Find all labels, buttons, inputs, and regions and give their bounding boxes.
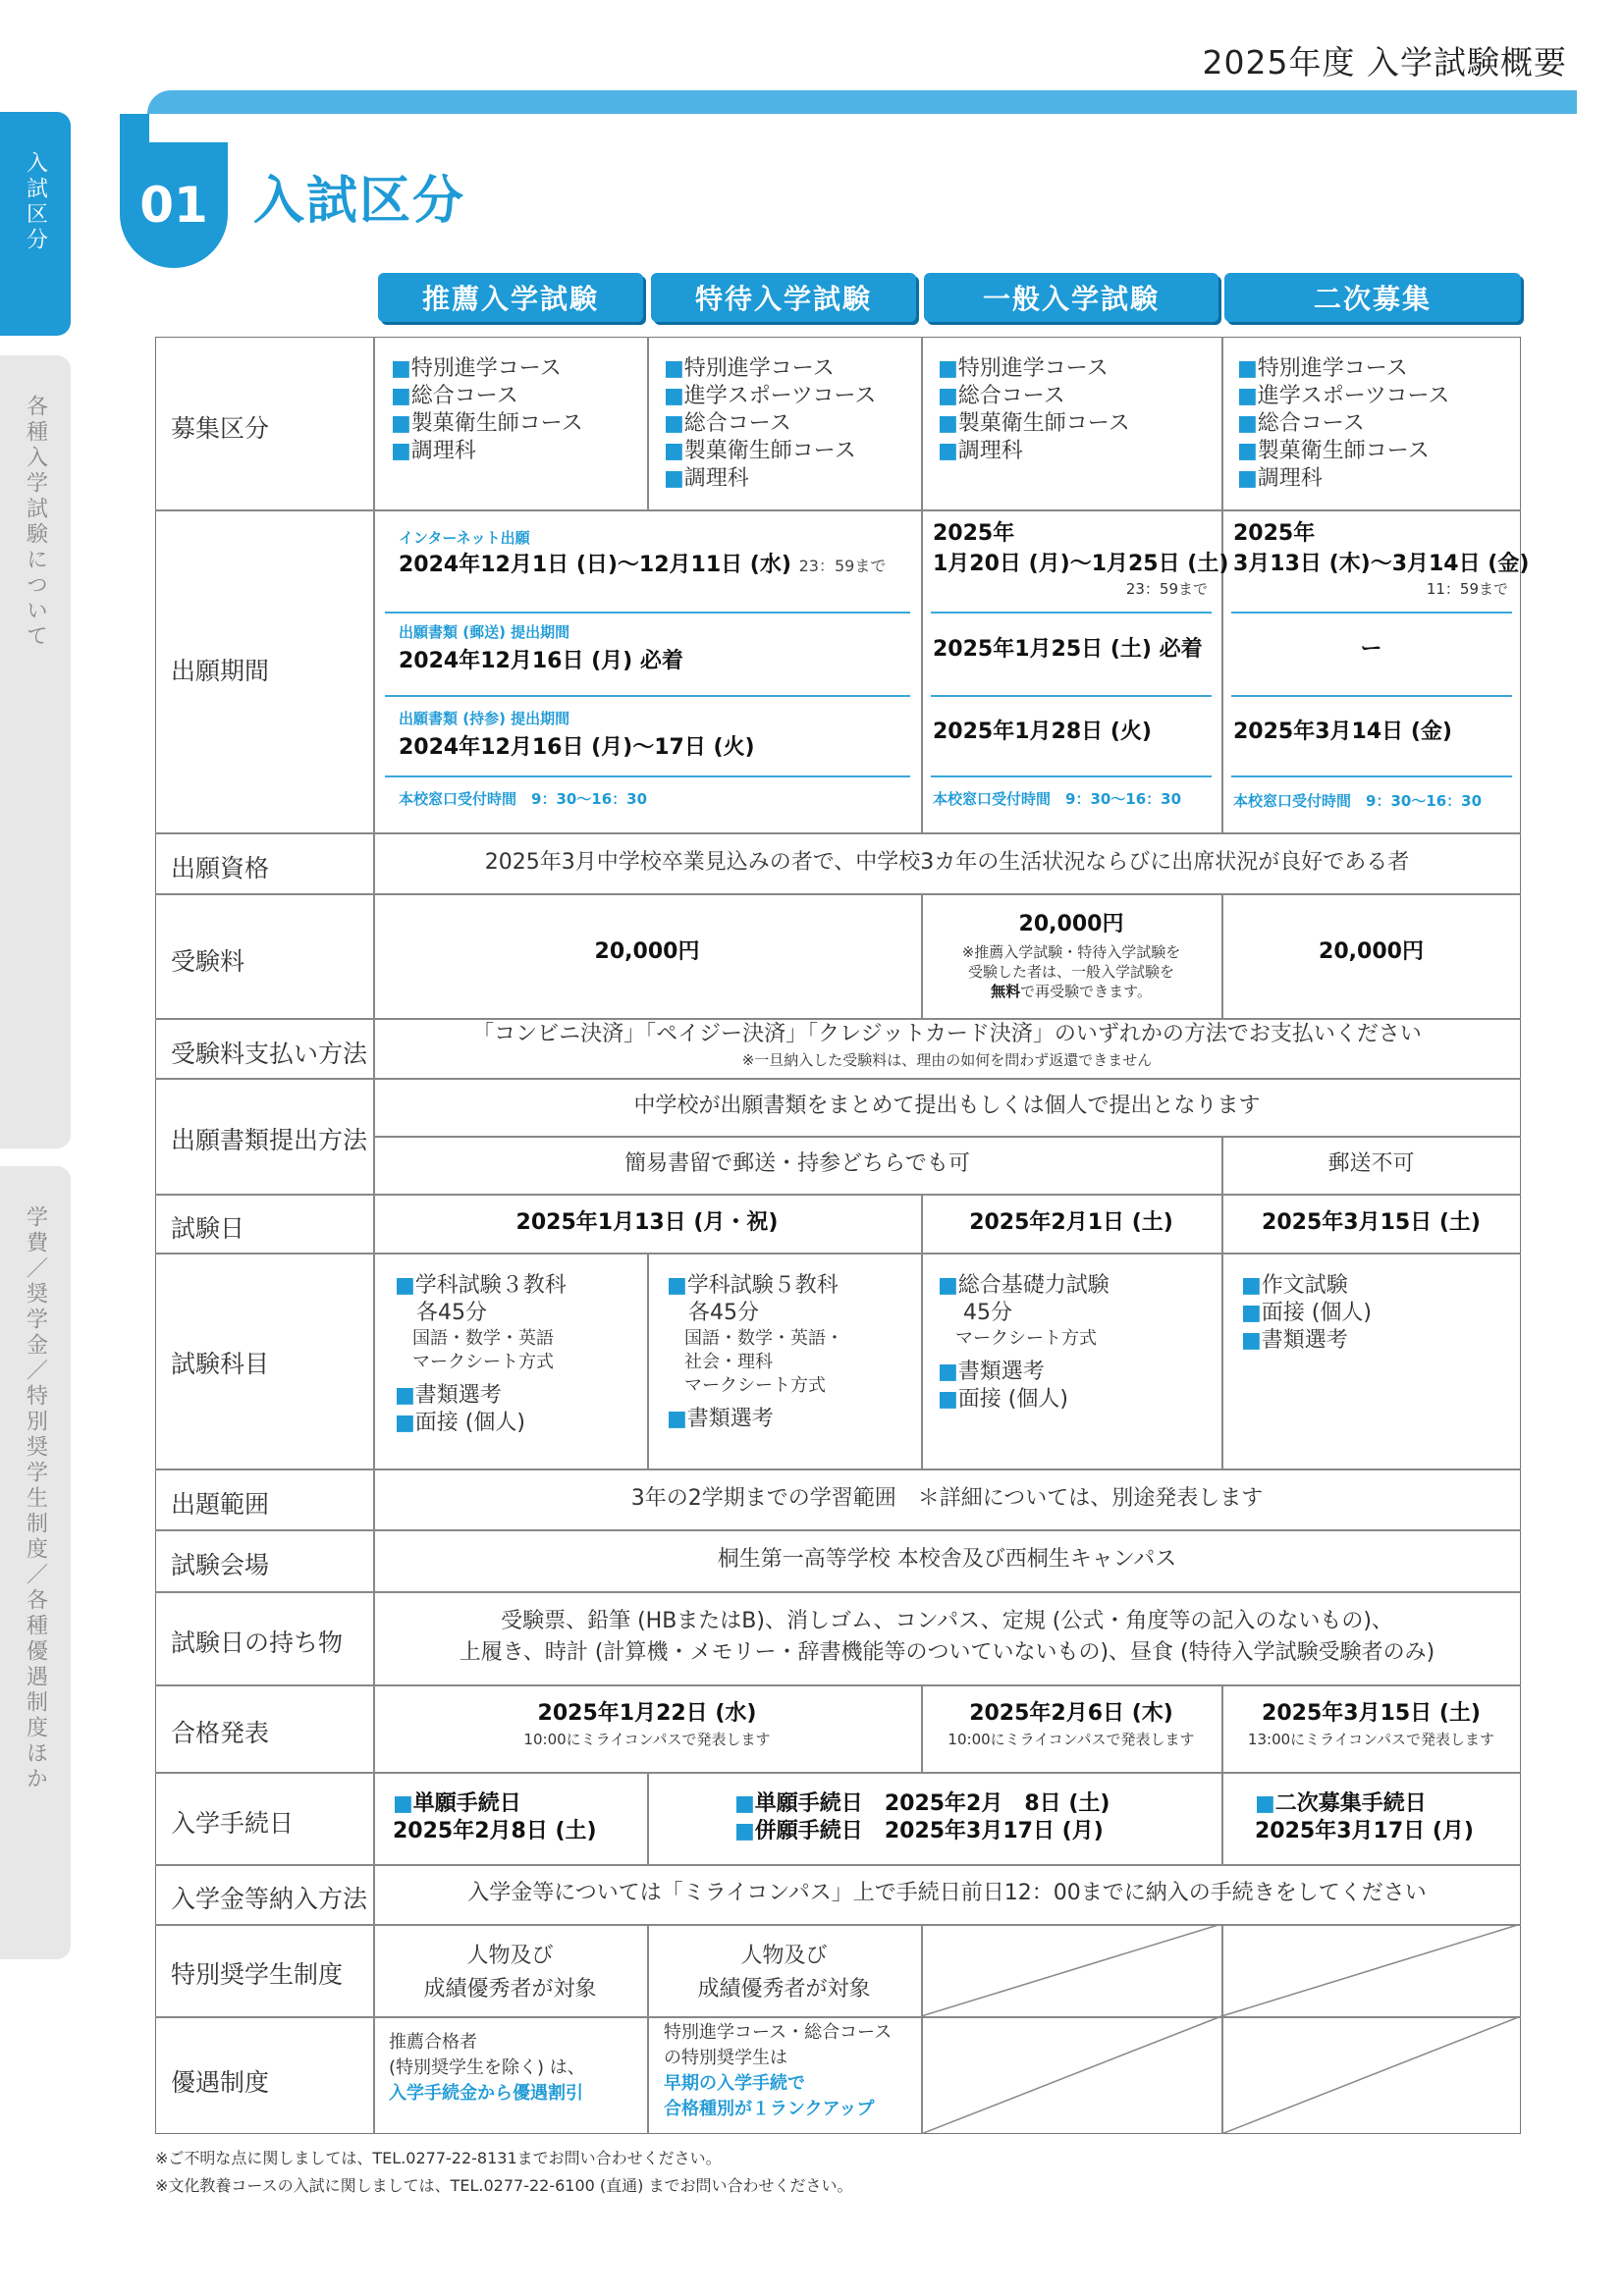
footnote-1: ※ご不明な点に関しましては、TEL.0277-22-8131までお問い合わせください。 [155,2149,722,2167]
niji-period: 3月13日 (木)～3月14日 (金) [1233,552,1530,576]
pay-note: ※一旦納入した受験料は、理由の如何を問わず返還できません [741,1051,1153,1069]
column-header-suisen: 推薦入学試験 [378,273,643,322]
row-label-shikaku: 出願資格 [171,854,270,882]
section-number-badge: 01 [120,142,228,268]
kaijo-text: 桐生第一高等学校 本校舎及び西桐生キャンパス [717,1547,1177,1572]
tokutai-suisen: 人物及び 成績優秀者が対象 [423,1944,597,2002]
row-label-tetsuzuki: 入学手続日 [171,1809,295,1838]
nonyu-text: 入学金等については「ミライコンパス」上で手続日前日12：00までに納入の手続きをしてください [467,1881,1427,1905]
row-label-yugu: 優遇制度 [171,2068,270,2097]
niji-bring-date: 2025年3月14日 (金) [1233,720,1452,744]
column-header-tokutai: 特待入学試験 [651,273,916,322]
shikaku-text: 2025年3月中学校卒業見込みの者で、中学校3カ年の生活状況ならびに出席状況が良好である者 [484,850,1410,875]
yugu-tokutai: 特別進学コース・総合コース の特別奨学生は 早期の入学手続で 合格種別が１ランクアップ [664,2022,893,2119]
mail-date: 2024年12月16日 (月) 必着 [399,649,683,673]
exam-date-suisen-tokutai: 2025年1月13日 (月・祝) [515,1210,779,1235]
empty-cell-diagonals [921,1924,1521,2134]
row-label-hanni: 出題範囲 [171,1490,270,1519]
net-apply-label: インターネット出願 [399,529,530,547]
kamoku-suisen: ■学科試験３教科 各45分 国語・数学・英語 マークシート方式 ■書類選考 ■面接 (個人) [395,1273,567,1435]
exam-date-niji: 2025年3月15日 (土) [1262,1210,1481,1235]
row-label-happyo: 合格発表 [171,1719,270,1747]
footnote-2: ※文化教養コースの入試に関しましては、TEL.0277-22-6100 (直通) までお問い合わせください。 [155,2176,853,2195]
boshu-list-tokutai: ■特別進学コース ■進学スポーツコース ■総合コース ■製菓衛生師コース ■調理科 [664,356,877,491]
row-label-kamoku: 試験科目 [171,1350,270,1378]
row-label-pay: 受験料支払い方法 [171,1040,368,1068]
yugu-suisen: 推薦合格者 (特別奨学生を除く) は、 入学手続金から優遇割引 [389,2032,585,2104]
ippan-bring-date: 2025年1月28日 (火) [933,720,1152,744]
boshu-list-suisen: ■特別進学コース ■総合コース ■製菓衛生師コース ■調理科 [391,356,583,463]
teishutsu-text2: 簡易書留で郵送・持参どちらでも可 [624,1151,970,1176]
row-label-boshu: 募集区分 [171,414,270,443]
kamoku-tokutai: ■学科試験５教科 各45分 国語・数学・英語・ 社会・理科 マークシート方式 ■書類選考 [667,1273,843,1431]
row-label-tokutai: 特別奨学生制度 [171,1960,344,1989]
row-label-mochimono: 試験日の持ち物 [171,1629,344,1657]
column-header-ippan: 一般入学試験 [924,273,1218,322]
window-hours-niji: 本校窓口受付時間 9：30～16：30 [1233,792,1483,810]
happyo-ippan-note: 10:00にミライコンパスで発表します [947,1731,1195,1748]
fee-ippan-note: ※推薦入学試験・特待入学試験を 受験した者は、一般入学試験を 無料で再受験できます。 [961,943,1181,1000]
badge-notch [120,114,149,145]
tokutai-tokutai: 人物及び 成績優秀者が対象 [697,1944,871,2002]
ippan-mail-date: 2025年1月25日 (土) 必着 [933,637,1203,662]
happyo-suisen-tokutai: 2025年1月22日 (水) [537,1701,757,1726]
pay-text: 「コンビニ決済」「ペイジー決済」「クレジットカード決済」のいずれかの方法でお支払いください [472,1022,1422,1046]
hanni-text: 3年の2学期までの学習範囲 ＊詳細については、別途発表します [630,1486,1264,1511]
row-label-nonyu: 入学金等納入方法 [171,1885,368,1913]
row-label-date: 試験日 [171,1214,245,1243]
row-label-teishutsu: 出願書類提出方法 [171,1126,368,1154]
ippan-period: 1月20日 (月)～1月25日 (土) [933,552,1229,576]
bring-date: 2024年12月16日 (月)～17日 (火) [399,735,755,760]
ippan-until: 23：59まで [1125,580,1208,598]
row-label-kaijo: 試験会場 [171,1551,270,1579]
exam-date-ippan: 2025年2月1日 (土) [969,1210,1173,1235]
ippan-year: 2025年 [933,521,1015,546]
fee-niji: 20,000円 [1319,939,1424,964]
mochimono-text2: 上履き、時計 (計算機・メモリー・辞書機能等のついていないもの)、昼食 (特待入学試験受験者のみ) [459,1640,1435,1665]
sidetab-nyushi-kubun[interactable]: 入試区分 [0,112,71,336]
document-title: 2025年度 入学試験概要 [1202,43,1567,81]
window-hours-suisen: 本校窓口受付時間 9：30～16：30 [399,790,648,808]
boshu-list-ippan: ■特別進学コース ■総合コース ■製菓衛生師コース ■調理科 [938,356,1130,463]
mochimono-text1: 受験票、鉛筆 (HBまたはB)、消しゴム、コンパス、定規 (公式・角度等の記入のないもの)、 [501,1609,1393,1633]
happyo-suisen-note: 10:00にミライコンパスで発表します [523,1731,771,1748]
niji-year: 2025年 [1233,521,1316,546]
niji-until: 11：59まで [1426,580,1508,598]
fee-suisen-tokutai: 20,000円 [594,939,700,964]
sidetab-exams[interactable]: 各種入学試験について [0,355,71,1148]
kamoku-ippan: ■総合基礎力試験 45分 マークシート方式 ■書類選考 ■面接 (個人) [938,1273,1110,1412]
happyo-ippan: 2025年2月6日 (木) [969,1701,1173,1726]
boshu-list-niji: ■特別進学コース ■進学スポーツコース ■総合コース ■製菓衛生師コース ■調理科 [1237,356,1450,491]
niji-mail-dash: ー [1360,637,1382,662]
happyo-niji: 2025年3月15日 (土) [1262,1701,1481,1726]
column-header-niji: 二次募集 [1224,273,1521,322]
tetsuzuki-suisen: ■単願手続日 2025年2月8日 (土) [393,1791,597,1843]
sidetab-fees[interactable]: 学費／奨学金／特別奨学生制度／各種優遇制度ほか [0,1166,71,1959]
mail-label: 出願書類 (郵送) 提出期間 [399,623,570,641]
fee-ippan: 20,000円 [1018,912,1124,936]
tetsuzuki-tokutai-ippan: ■単願手続日 2025年2月 8日 (土) ■併願手続日 2025年3月17日 (月) [734,1791,1110,1843]
section-title: 入試区分 [253,172,466,231]
kamoku-niji: ■作文試験 ■面接 (個人) ■書類選考 [1241,1273,1372,1353]
tetsuzuki-niji: ■二次募集手続日 2025年3月17日 (月) [1255,1791,1474,1843]
header-bar [147,90,1577,114]
happyo-niji-note: 13:00にミライコンパスで発表します [1247,1731,1495,1748]
teishutsu-text1: 中学校が出願書類をまとめて提出もしくは個人で提出となります [633,1094,1261,1118]
teishutsu-text3: 郵送不可 [1327,1151,1415,1176]
row-label-kikan: 出願期間 [171,657,270,685]
bring-label: 出願書類 (持参) 提出期間 [399,710,570,727]
window-hours-ippan: 本校窓口受付時間 9：30～16：30 [933,790,1182,808]
row-label-fee: 受験料 [171,947,245,976]
net-apply-period: 2024年12月1日 (日)～12月11日 (水) 23：59まで [399,553,887,577]
